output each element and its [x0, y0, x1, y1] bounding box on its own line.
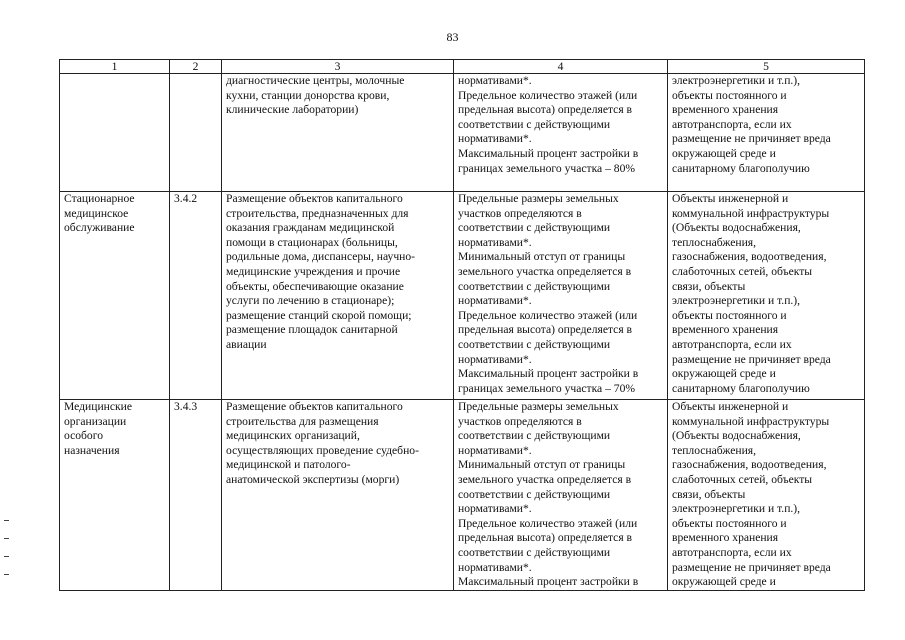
cell-text-line: предельная высота) определяется в	[458, 531, 633, 545]
cell-text-line: Предельное количество этажей (или	[458, 516, 638, 530]
cell-text-line: медицинские учреждения и прочие	[226, 264, 401, 278]
column-header: 1	[60, 60, 170, 74]
cell-text-line: нормативами*.	[458, 74, 532, 87]
cell-text-line: (Объекты водоснабжения,	[672, 429, 801, 443]
cell-text-line: временного хранения	[672, 103, 779, 117]
cell-text-line: объекты постоянного и	[672, 308, 787, 322]
use-description-cell	[222, 74, 454, 192]
auxiliary-uses-cell	[668, 400, 865, 591]
cell-text-line: соответствии с действующими	[458, 337, 611, 351]
cell-text-line: Предельные размеры земельных	[458, 400, 619, 413]
cell-text-line: оказания гражданам медицинской	[226, 221, 395, 235]
cell-text-line: границах земельного участка – 70%	[458, 381, 636, 395]
cell-text-line: Минимальный отступ от границы	[458, 250, 626, 264]
cell-text-line: размещение не причиняет вреда	[672, 352, 831, 366]
use-name-cell	[60, 74, 170, 192]
cell-text-line: родильные дома, диспансеры, научно-	[226, 250, 416, 264]
margin-tick	[4, 574, 9, 575]
cell-text-line: медицинское	[64, 206, 129, 220]
parameters-cell	[454, 192, 668, 400]
cell-text-line: электроэнергетики и т.п.),	[672, 502, 801, 516]
cell-text-line: осуществляющих проведение судебно-	[226, 443, 419, 457]
cell-text-line: Стационарное	[64, 192, 135, 205]
column-header: 3	[222, 60, 454, 74]
cell-text-line: предельная высота) определяется в	[458, 323, 633, 337]
cell-text-line: Размещение объектов капитального	[226, 400, 403, 413]
cell-text-line: 3.4.2	[174, 192, 198, 205]
cell-text-line: предельная высота) определяется в	[458, 103, 633, 117]
cell-text-line: нормативами*.	[458, 235, 532, 249]
cell-text-line: нормативами*.	[458, 502, 532, 516]
cell-text-line: строительства для размещения	[226, 414, 379, 428]
cell-text-line: размещение не причиняет вреда	[672, 560, 831, 574]
cell-text-line: участков определяются в	[458, 206, 582, 220]
cell-text-line: временного хранения	[672, 323, 779, 337]
cell-text-line: связи, объекты	[672, 487, 746, 501]
use-code-cell	[170, 400, 222, 591]
cell-text-line: окружающей среде и	[672, 146, 776, 160]
column-header: 5	[668, 60, 865, 74]
cell-text-line: слаботочных сетей, объекты	[672, 264, 813, 278]
use-name-cell	[60, 192, 170, 400]
table-row	[60, 74, 865, 192]
cell-text-line: Медицинские	[64, 400, 132, 413]
cell-text-line: земельного участка определяется в	[458, 472, 632, 486]
cell-text-line: строительства, предназначенных для	[226, 206, 409, 220]
margin-tick	[4, 538, 9, 539]
cell-text-line: (Объекты водоснабжения,	[672, 221, 801, 235]
auxiliary-uses-cell	[668, 192, 865, 400]
margin-tick	[4, 520, 9, 521]
cell-text-line: автотранспорта, если их	[672, 117, 792, 131]
cell-text-line: автотранспорта, если их	[672, 337, 792, 351]
cell-text-line: Предельное количество этажей (или	[458, 308, 638, 322]
cell-text-line: теплоснабжения,	[672, 235, 757, 249]
cell-text-line: окружающей среде и	[672, 575, 776, 589]
auxiliary-uses-cell	[668, 74, 865, 192]
cell-text-line: анатомической экспертизы (морги)	[226, 472, 400, 486]
cell-text-line: организации	[64, 414, 127, 428]
cell-text-line: Размещение объектов капитального	[226, 192, 403, 205]
cell-text-line: Максимальный процент застройки в	[458, 575, 639, 589]
cell-text-line: кухни, станции донорства крови,	[226, 88, 390, 102]
cell-text-line: назначения	[64, 443, 120, 457]
cell-text-line: соответствии с действующими	[458, 487, 611, 501]
cell-text-line: санитарному благополучию	[672, 161, 810, 175]
cell-text-line: размещение станций скорой помощи;	[226, 308, 412, 322]
use-description-cell	[222, 192, 454, 400]
cell-text-line: Предельное количество этажей (или	[458, 88, 638, 102]
parameters-cell	[454, 74, 668, 192]
cell-text-line: границах земельного участка – 80%	[458, 161, 636, 175]
cell-text-line: нормативами*.	[458, 352, 532, 366]
cell-text-line: теплоснабжения,	[672, 443, 757, 457]
cell-text-line: санитарному благополучию	[672, 381, 810, 395]
cell-text-line: коммунальной инфраструктуры	[672, 414, 830, 428]
table-header-row	[60, 60, 865, 74]
cell-text-line: соответствии с действующими	[458, 545, 611, 559]
cell-text-line: окружающей среде и	[672, 367, 776, 381]
use-description-cell	[222, 400, 454, 591]
cell-text-line: электроэнергетики и т.п.),	[672, 74, 801, 87]
cell-text-line: соответствии с действующими	[458, 221, 611, 235]
cell-text-line: диагностические центры, молочные	[226, 74, 405, 87]
cell-text-line: временного хранения	[672, 531, 779, 545]
cell-text-line: медицинской и патолого-	[226, 458, 351, 472]
margin-marks	[4, 520, 10, 592]
margin-tick	[4, 556, 9, 557]
cell-text-line: медицинских организаций,	[226, 429, 360, 443]
cell-text-line: Максимальный процент застройки в	[458, 367, 639, 381]
cell-text-line: Объекты инженерной и	[672, 192, 789, 205]
cell-text-line: клинические лаборатории)	[226, 103, 359, 117]
cell-text-line: Минимальный отступ от границы	[458, 458, 626, 472]
cell-text-line: соответствии с действующими	[458, 117, 611, 131]
cell-text-line: объекты постоянного и	[672, 516, 787, 530]
cell-text-line: газоснабжения, водоотведения,	[672, 458, 827, 472]
cell-text-line: соответствии с действующими	[458, 279, 611, 293]
parameters-cell	[454, 400, 668, 591]
use-code-cell	[170, 192, 222, 400]
cell-text-line: земельного участка определяется в	[458, 264, 632, 278]
cell-text-line: коммунальной инфраструктуры	[672, 206, 830, 220]
cell-text-line: нормативами*.	[458, 560, 532, 574]
cell-text-line: размещение не причиняет вреда	[672, 132, 831, 146]
cell-text-line: связи, объекты	[672, 279, 746, 293]
cell-text-line: обслуживание	[64, 221, 135, 235]
land-use-table	[59, 59, 865, 591]
cell-text-line: электроэнергетики и т.п.),	[672, 294, 801, 308]
cell-text-line: автотранспорта, если их	[672, 545, 792, 559]
cell-text-line: услуги по лечению в стационаре);	[226, 294, 395, 308]
table-row	[60, 400, 865, 591]
cell-text-line: Максимальный процент застройки в	[458, 146, 639, 160]
use-name-cell	[60, 400, 170, 591]
cell-text-line: участков определяются в	[458, 414, 582, 428]
cell-text-line: Предельные размеры земельных	[458, 192, 619, 205]
table-row	[60, 192, 865, 400]
cell-text-line: соответствии с действующими	[458, 429, 611, 443]
cell-text-line: нормативами*.	[458, 443, 532, 457]
cell-text-line: 3.4.3	[174, 400, 198, 413]
cell-text-line: размещение площадок санитарной	[226, 323, 398, 337]
cell-text-line: объекты постоянного и	[672, 88, 787, 102]
cell-text-line: авиации	[226, 337, 267, 351]
cell-text-line: газоснабжения, водоотведения,	[672, 250, 827, 264]
cell-text-line: помощи в стационарах (больницы,	[226, 235, 398, 249]
cell-text-line: объекты, обеспечивающие оказание	[226, 279, 404, 293]
cell-text-line: нормативами*.	[458, 294, 532, 308]
cell-text-line: Объекты инженерной и	[672, 400, 789, 413]
cell-text-line: нормативами*.	[458, 132, 532, 146]
column-header: 4	[454, 60, 668, 74]
column-header: 2	[170, 60, 222, 74]
cell-text-line: особого	[64, 429, 103, 443]
page-number: 83	[446, 30, 459, 44]
cell-text-line: слаботочных сетей, объекты	[672, 472, 813, 486]
use-code-cell	[170, 74, 222, 192]
